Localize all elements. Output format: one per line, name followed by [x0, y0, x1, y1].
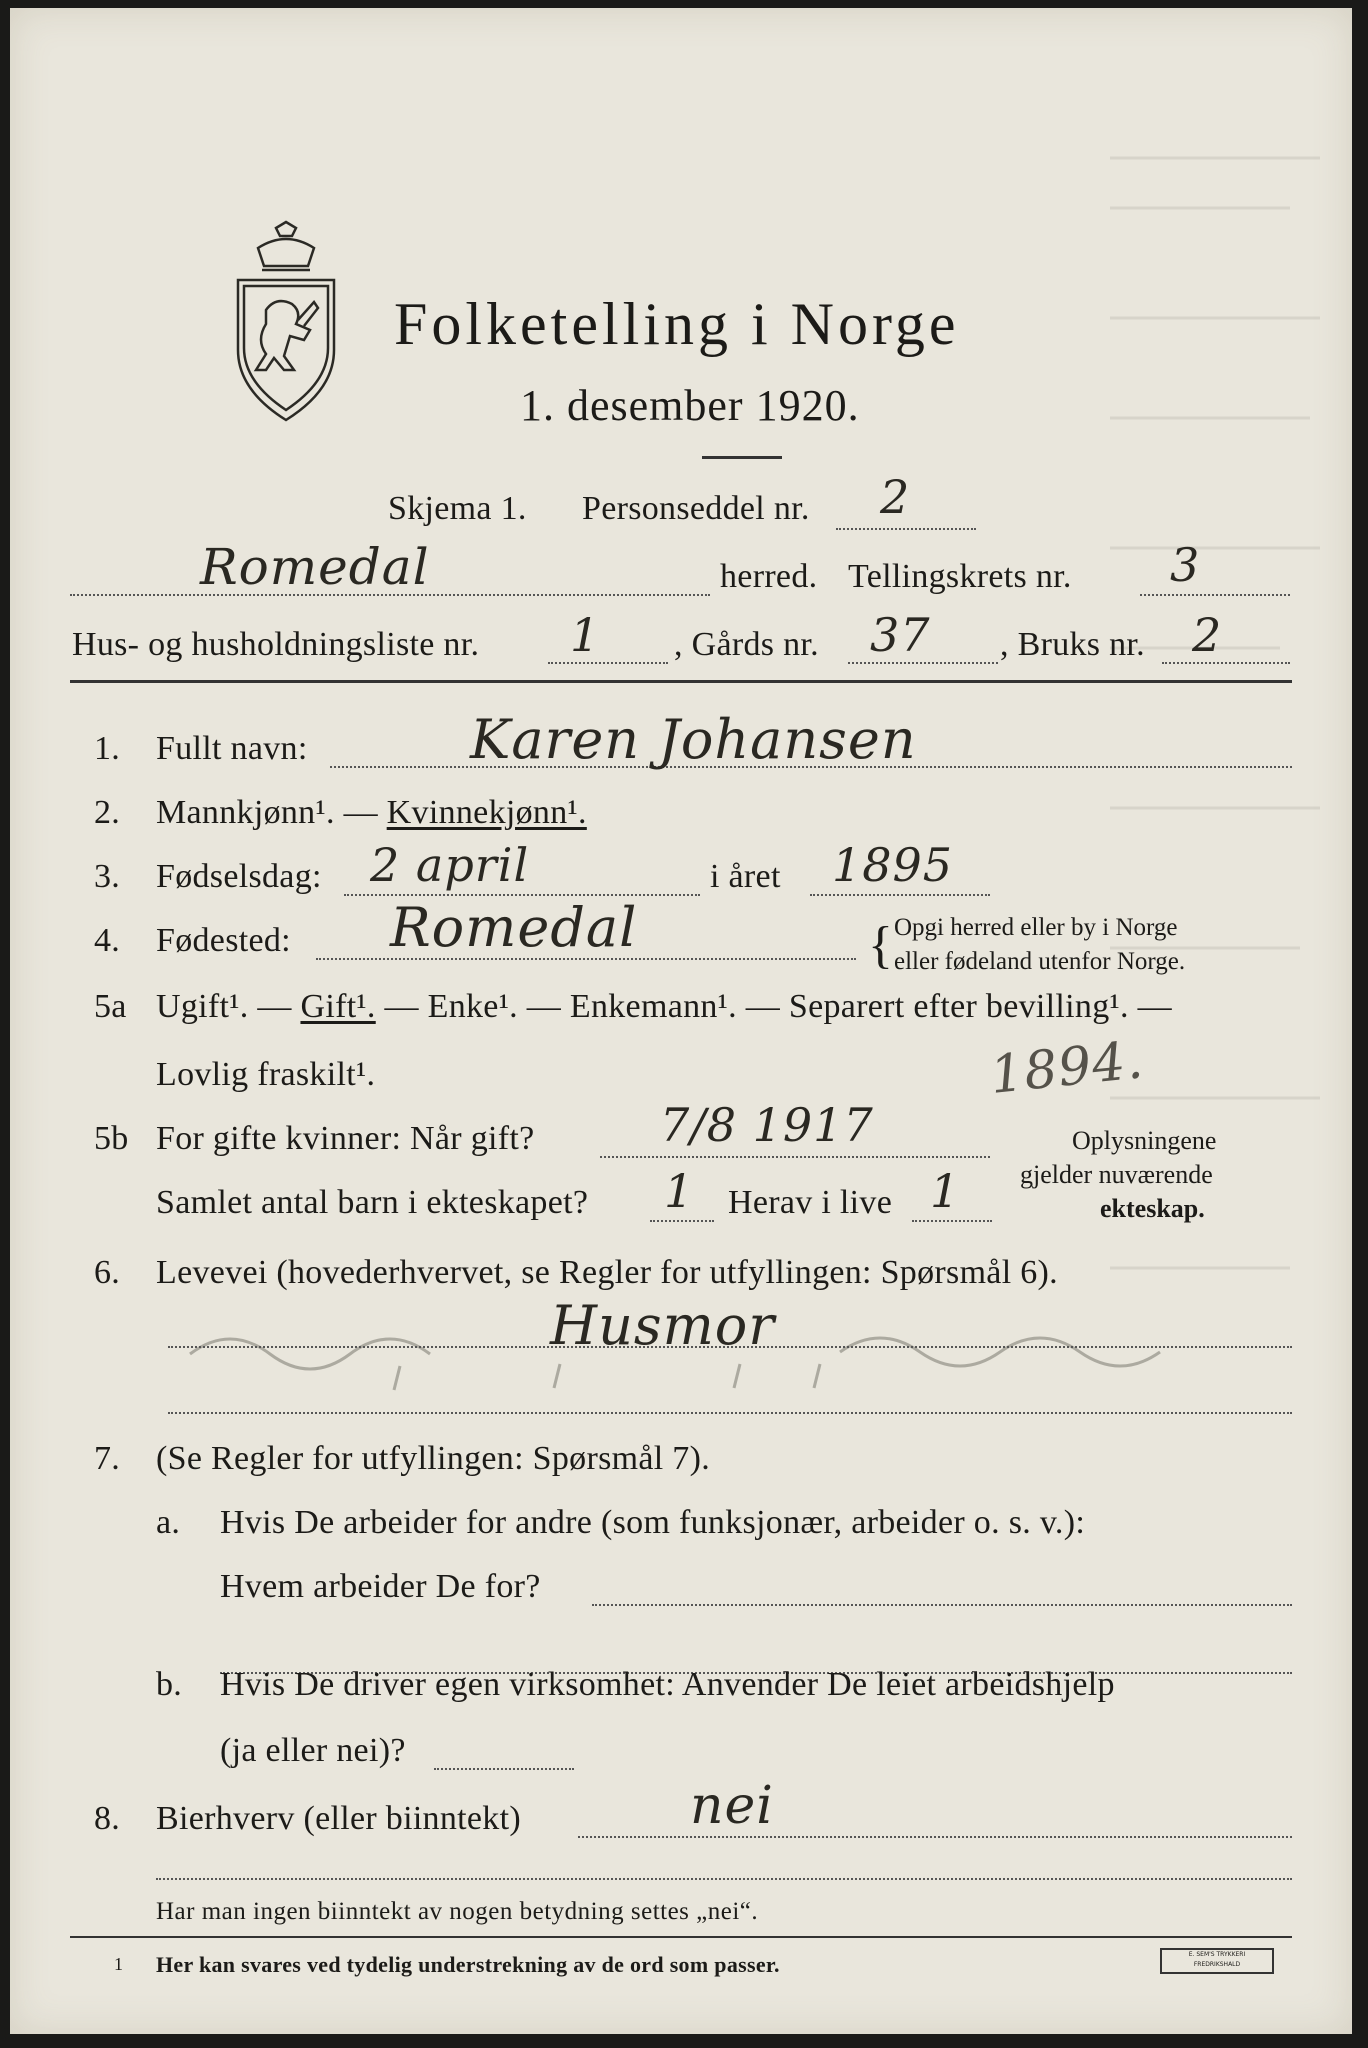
- hired-help-line[interactable]: [434, 1768, 574, 1770]
- q1-label: Fullt navn:: [156, 730, 308, 767]
- q7b-number: b.: [156, 1666, 183, 1703]
- year-line: [810, 894, 990, 896]
- household-list-line: [548, 662, 668, 664]
- q2-number: 2.: [94, 794, 121, 831]
- q5b-number: 5b: [94, 1120, 129, 1157]
- household-list-value[interactable]: 1: [570, 608, 601, 662]
- birthplace-note-line1: Opgi herred eller by i Norge: [894, 914, 1178, 941]
- q7b-question: Hvis De driver egen virksomhet: Anvender De leiet arbeidshjelp: [220, 1666, 1115, 1703]
- option-mannkjonn[interactable]: Mannkjønn¹.: [156, 794, 335, 831]
- personseddel-line: [836, 528, 976, 530]
- option-ugift[interactable]: Ugift¹.: [156, 988, 249, 1025]
- q6-number: 6.: [94, 1254, 121, 1291]
- children-count-label: Samlet antal barn i ekteskapet?: [156, 1184, 589, 1221]
- tellingskrets-line: [1140, 594, 1290, 596]
- children-alive-label: Herav i live: [728, 1184, 893, 1221]
- q2-separator: —: [334, 794, 387, 831]
- birthday-value[interactable]: 2 april: [370, 838, 530, 892]
- household-list-label: Hus- og husholdningsliste nr.: [72, 626, 480, 663]
- children-count-line: [650, 1220, 714, 1222]
- marital-status-options: [156, 988, 1172, 1026]
- header-divider: [70, 680, 1292, 683]
- option-lovlig-fraskilt[interactable]: Lovlig fraskilt¹.: [156, 1056, 376, 1093]
- form-title: Folketelling i Norge: [394, 291, 960, 357]
- when-married-value[interactable]: 7/8 1917: [660, 1098, 874, 1152]
- occupation-line-1: [168, 1346, 1292, 1348]
- occupation-value[interactable]: Husmor: [550, 1294, 776, 1357]
- children-alive-value[interactable]: 1: [930, 1164, 961, 1218]
- census-form-page: [10, 8, 1352, 2034]
- herred-label: herred.: [720, 558, 818, 595]
- printer-mark-line2: FREDRIKSHALD: [1193, 1961, 1241, 1968]
- marriage-note-line2: gjelder nuværende: [1020, 1160, 1213, 1189]
- printer-mark-line1: E. SEM'S TRYKKERI: [1188, 1951, 1246, 1958]
- occupation-line-2: [168, 1412, 1292, 1414]
- q1-number: 1.: [94, 730, 121, 767]
- when-married-line: [600, 1156, 990, 1158]
- q6-label: Levevei (hovederhvervet, se Regler for utfyllingen: Spørsmål 6).: [156, 1254, 1058, 1291]
- q2-options: [156, 794, 587, 832]
- footnote-text: Her kan svares ved tydelig understrekning av de ord som passer.: [156, 1952, 780, 1977]
- children-count-value[interactable]: 1: [664, 1164, 695, 1218]
- employer-line[interactable]: [592, 1604, 1292, 1606]
- bruks-line: [1162, 662, 1290, 664]
- q4-number: 4.: [94, 922, 121, 959]
- full-name-value[interactable]: Karen Johansen: [470, 708, 917, 771]
- birthplace-note-line2: eller fødeland utenfor Norge.: [894, 948, 1186, 975]
- q3-number: 3.: [94, 858, 121, 895]
- q5a-separator: —: [248, 988, 301, 1025]
- q5a-number: 5a: [94, 988, 127, 1025]
- q4-brace: {: [868, 917, 893, 974]
- footer-divider: [70, 1936, 1292, 1938]
- margin-note-year: 1894.: [987, 1030, 1147, 1106]
- gards-line: [848, 662, 998, 664]
- side-income-line-2: [156, 1878, 1292, 1880]
- side-income-value[interactable]: nei: [690, 1776, 774, 1836]
- herred-value[interactable]: Romedal: [200, 538, 430, 596]
- option-gift-underlined[interactable]: Gift¹.: [300, 988, 376, 1025]
- schema-label: Skjema 1.: [388, 490, 527, 527]
- gards-label: , Gårds nr.: [674, 626, 819, 663]
- q7-number: 7.: [94, 1440, 121, 1477]
- title-divider: [702, 456, 782, 459]
- q8-label: Bierhverv (eller biinntekt): [156, 1800, 521, 1837]
- bruks-value[interactable]: 2: [1192, 608, 1223, 662]
- birth-year-value[interactable]: 1895: [832, 838, 954, 892]
- q7a-question: Hvis De arbeider for andre (som funksjonær, arbeider o. s. v.):: [220, 1504, 1086, 1541]
- census-date: 1. desember 1920.: [520, 381, 860, 430]
- gards-value[interactable]: 37: [870, 608, 931, 662]
- printer-mark: [1160, 1948, 1274, 1974]
- year-label: i året: [710, 858, 781, 895]
- q4-label: Fødested:: [156, 922, 291, 959]
- personseddel-label: Personseddel nr.: [582, 490, 810, 527]
- side-income-line: [578, 1836, 1292, 1838]
- q7b-yes-no-label: (ja eller nei)?: [220, 1732, 406, 1769]
- q7-label: (Se Regler for utfyllingen: Spørsmål 7).: [156, 1440, 711, 1477]
- q7a-number: a.: [156, 1504, 181, 1541]
- personseddel-value[interactable]: 2: [880, 470, 911, 524]
- marriage-note-line3: ekteskap.: [1100, 1194, 1205, 1223]
- bleed-through-texture: [1090, 128, 1340, 1428]
- q3-label: Fødselsdag:: [156, 858, 322, 895]
- norway-coat-of-arms-icon: [228, 220, 344, 425]
- q8-number: 8.: [94, 1800, 121, 1837]
- children-alive-line: [912, 1220, 992, 1222]
- marriage-note-line1: Oplysningene: [1072, 1126, 1217, 1155]
- birthplace-value[interactable]: Romedal: [390, 896, 638, 959]
- tellingskrets-value[interactable]: 3: [1170, 538, 1201, 592]
- when-married-label: For gifte kvinner: Når gift?: [156, 1120, 535, 1157]
- footer-note: Har man ingen biinntekt av nogen betydning settes „nei“.: [156, 1898, 759, 1925]
- option-kvinnekjonn-underlined[interactable]: Kvinnekjønn¹.: [386, 794, 587, 831]
- marital-status-other-options[interactable]: — Enke¹. — Enkemann¹. — Separert efter bevilling¹. —: [375, 988, 1172, 1025]
- q7a-employer-label: Hvem arbeider De for?: [220, 1568, 541, 1605]
- footnote-number: 1: [114, 1954, 123, 1974]
- bruks-label: , Bruks nr.: [1000, 626, 1145, 663]
- tellingskrets-label: Tellingskrets nr.: [848, 558, 1072, 595]
